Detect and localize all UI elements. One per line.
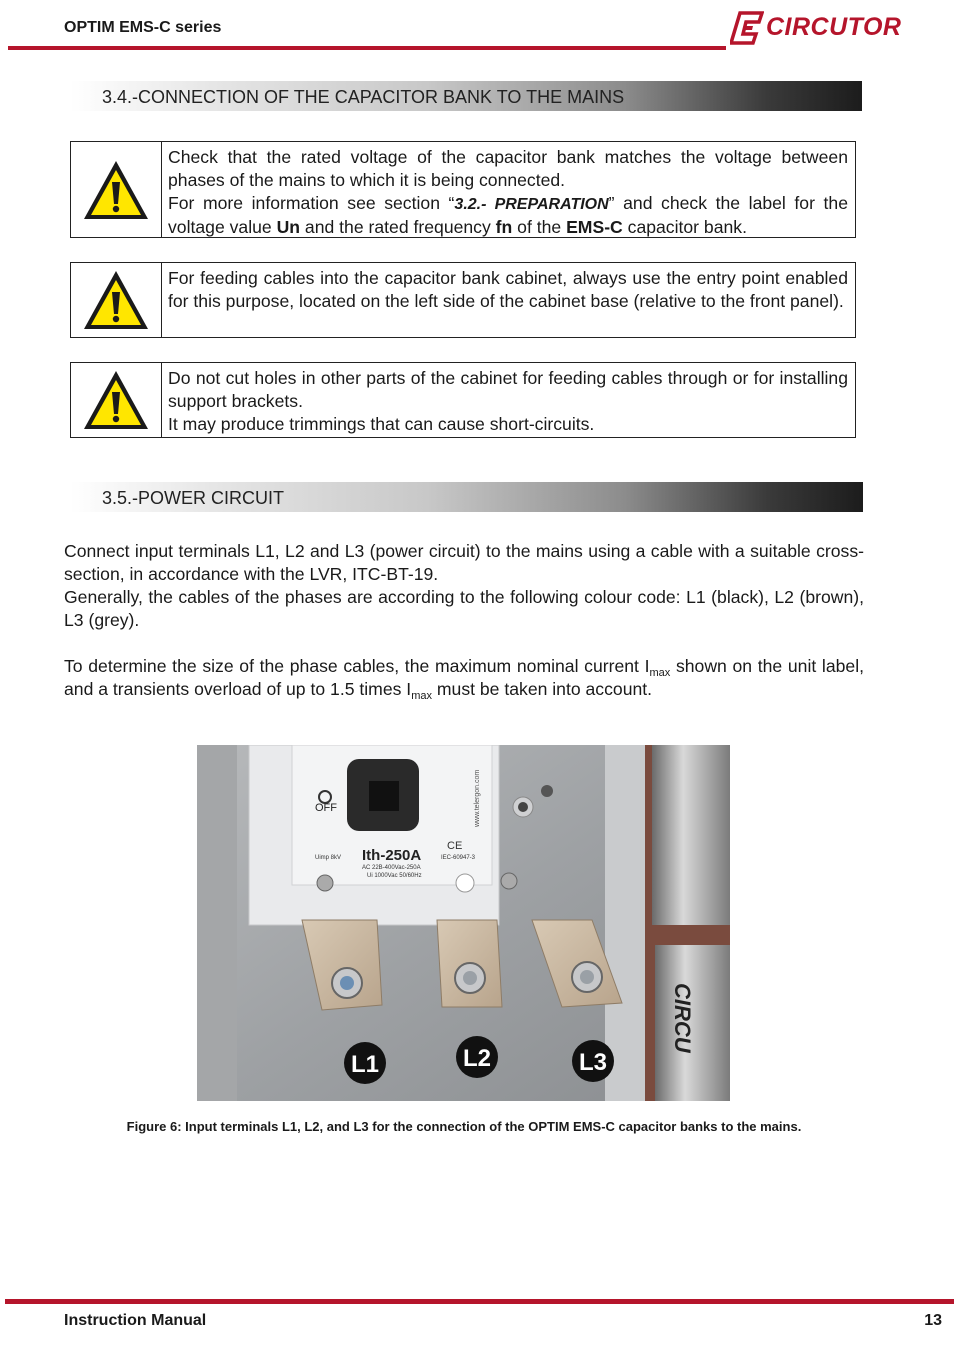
paragraph: Generally, the cables of the phases are according to the following colour code: L1 (black), L2 (brown), L3 (grey). [64,587,864,630]
paragraph: Connect input terminals L1, L2 and L3 (power circuit) to the mains using a cable with a suitable cross-section, in accordance with the LVR, ITC-BT-19. [64,541,864,584]
footer-title: Instruction Manual [64,1312,207,1329]
switch-std-label: IEC-60947-3 [441,855,476,861]
switch-spec1-label: AC 22B-400Vac-250A [362,865,421,871]
warning-text [162,142,855,237]
footer-rule [5,1299,954,1304]
section-reference: 3.2.- PREPARATION [454,196,609,213]
warning-triangle-icon [81,368,151,432]
power-circuit-text [64,540,864,632]
switch-model-label: Ith-250A [362,847,422,864]
switch-url-label: www.telergon.com [474,769,481,827]
warning-line: Do not cut holes in other parts of the cabinet for feeding cables through or for installing support brackets. [168,368,848,411]
capacitor-brand-text: CIRCU [670,983,695,1053]
terminal-l3-label: L3 [578,1049,608,1076]
warning-icon-cell [71,363,162,437]
terminal-l2-label: L2 [462,1045,492,1072]
header-title: OPTIM EMS-C series [64,19,222,36]
warning-icon-cell [71,263,162,337]
warning-text [162,363,855,437]
switch-off-label: OFF [315,802,337,814]
paragraph: To determine the size of the phase cables, the maximum nominal current $I_{max}$ shown on the unit label, and a transients overload of up to 1.5 times $I_{max}$ must be taken into account. [64,656,864,702]
circutor-logo-icon [730,10,764,46]
section-title: 3.4.-CONNECTION OF THE CAPACITOR BANK TO THE MAINS [102,87,625,107]
section-heading-3-5 [70,482,863,512]
warning-box-voltage [70,141,856,238]
warning-triangle-icon [81,268,151,332]
section-heading-3-4 [70,81,862,111]
terminals-illustration [197,745,730,1101]
cable-size-text [64,655,864,701]
section-title: 3.5.-POWER CIRCUIT [102,488,285,508]
logo-text: CIRCUTOR [766,13,902,41]
warning-line: For feeding cables into the capacitor bank cabinet, always use the entry point enabled for this purpose, located on the left side of the cabinet base (relative to the front panel). [168,268,848,311]
warning-triangle-icon [81,158,151,222]
warning-text [162,263,855,337]
warning-line: It may produce trimmings that can cause short-circuits. [168,414,595,434]
figure-caption: Figure 6: Input terminals L1, L2, and L3 for the connection of the OPTIM EMS-C capacitor banks to the mains. [126,1119,802,1134]
warning-line: For more information see section “3.2.- PREPARATION” and check the label for the voltage value Un and the rated frequency fn of the EMS-C capacitor bank. [168,193,848,237]
switch-ce-mark: CE [447,840,463,852]
warning-line: Check that the rated voltage of the capacitor bank matches the voltage between phases of the mains to which it is being connected. [168,147,848,190]
header-rule [8,46,726,50]
switch-spec2-label: Ui 1000Vac 50/60Hz [367,873,422,879]
terminals-photo [197,745,730,1101]
warning-icon-cell [71,142,162,237]
brand-logo [730,10,910,46]
page-number: 13 [924,1312,942,1329]
warning-box-holes [70,362,856,438]
terminal-l1-label: L1 [350,1051,380,1078]
switch-uimp-label: Uimp 8kV [315,855,342,861]
warning-box-cable-entry [70,262,856,338]
